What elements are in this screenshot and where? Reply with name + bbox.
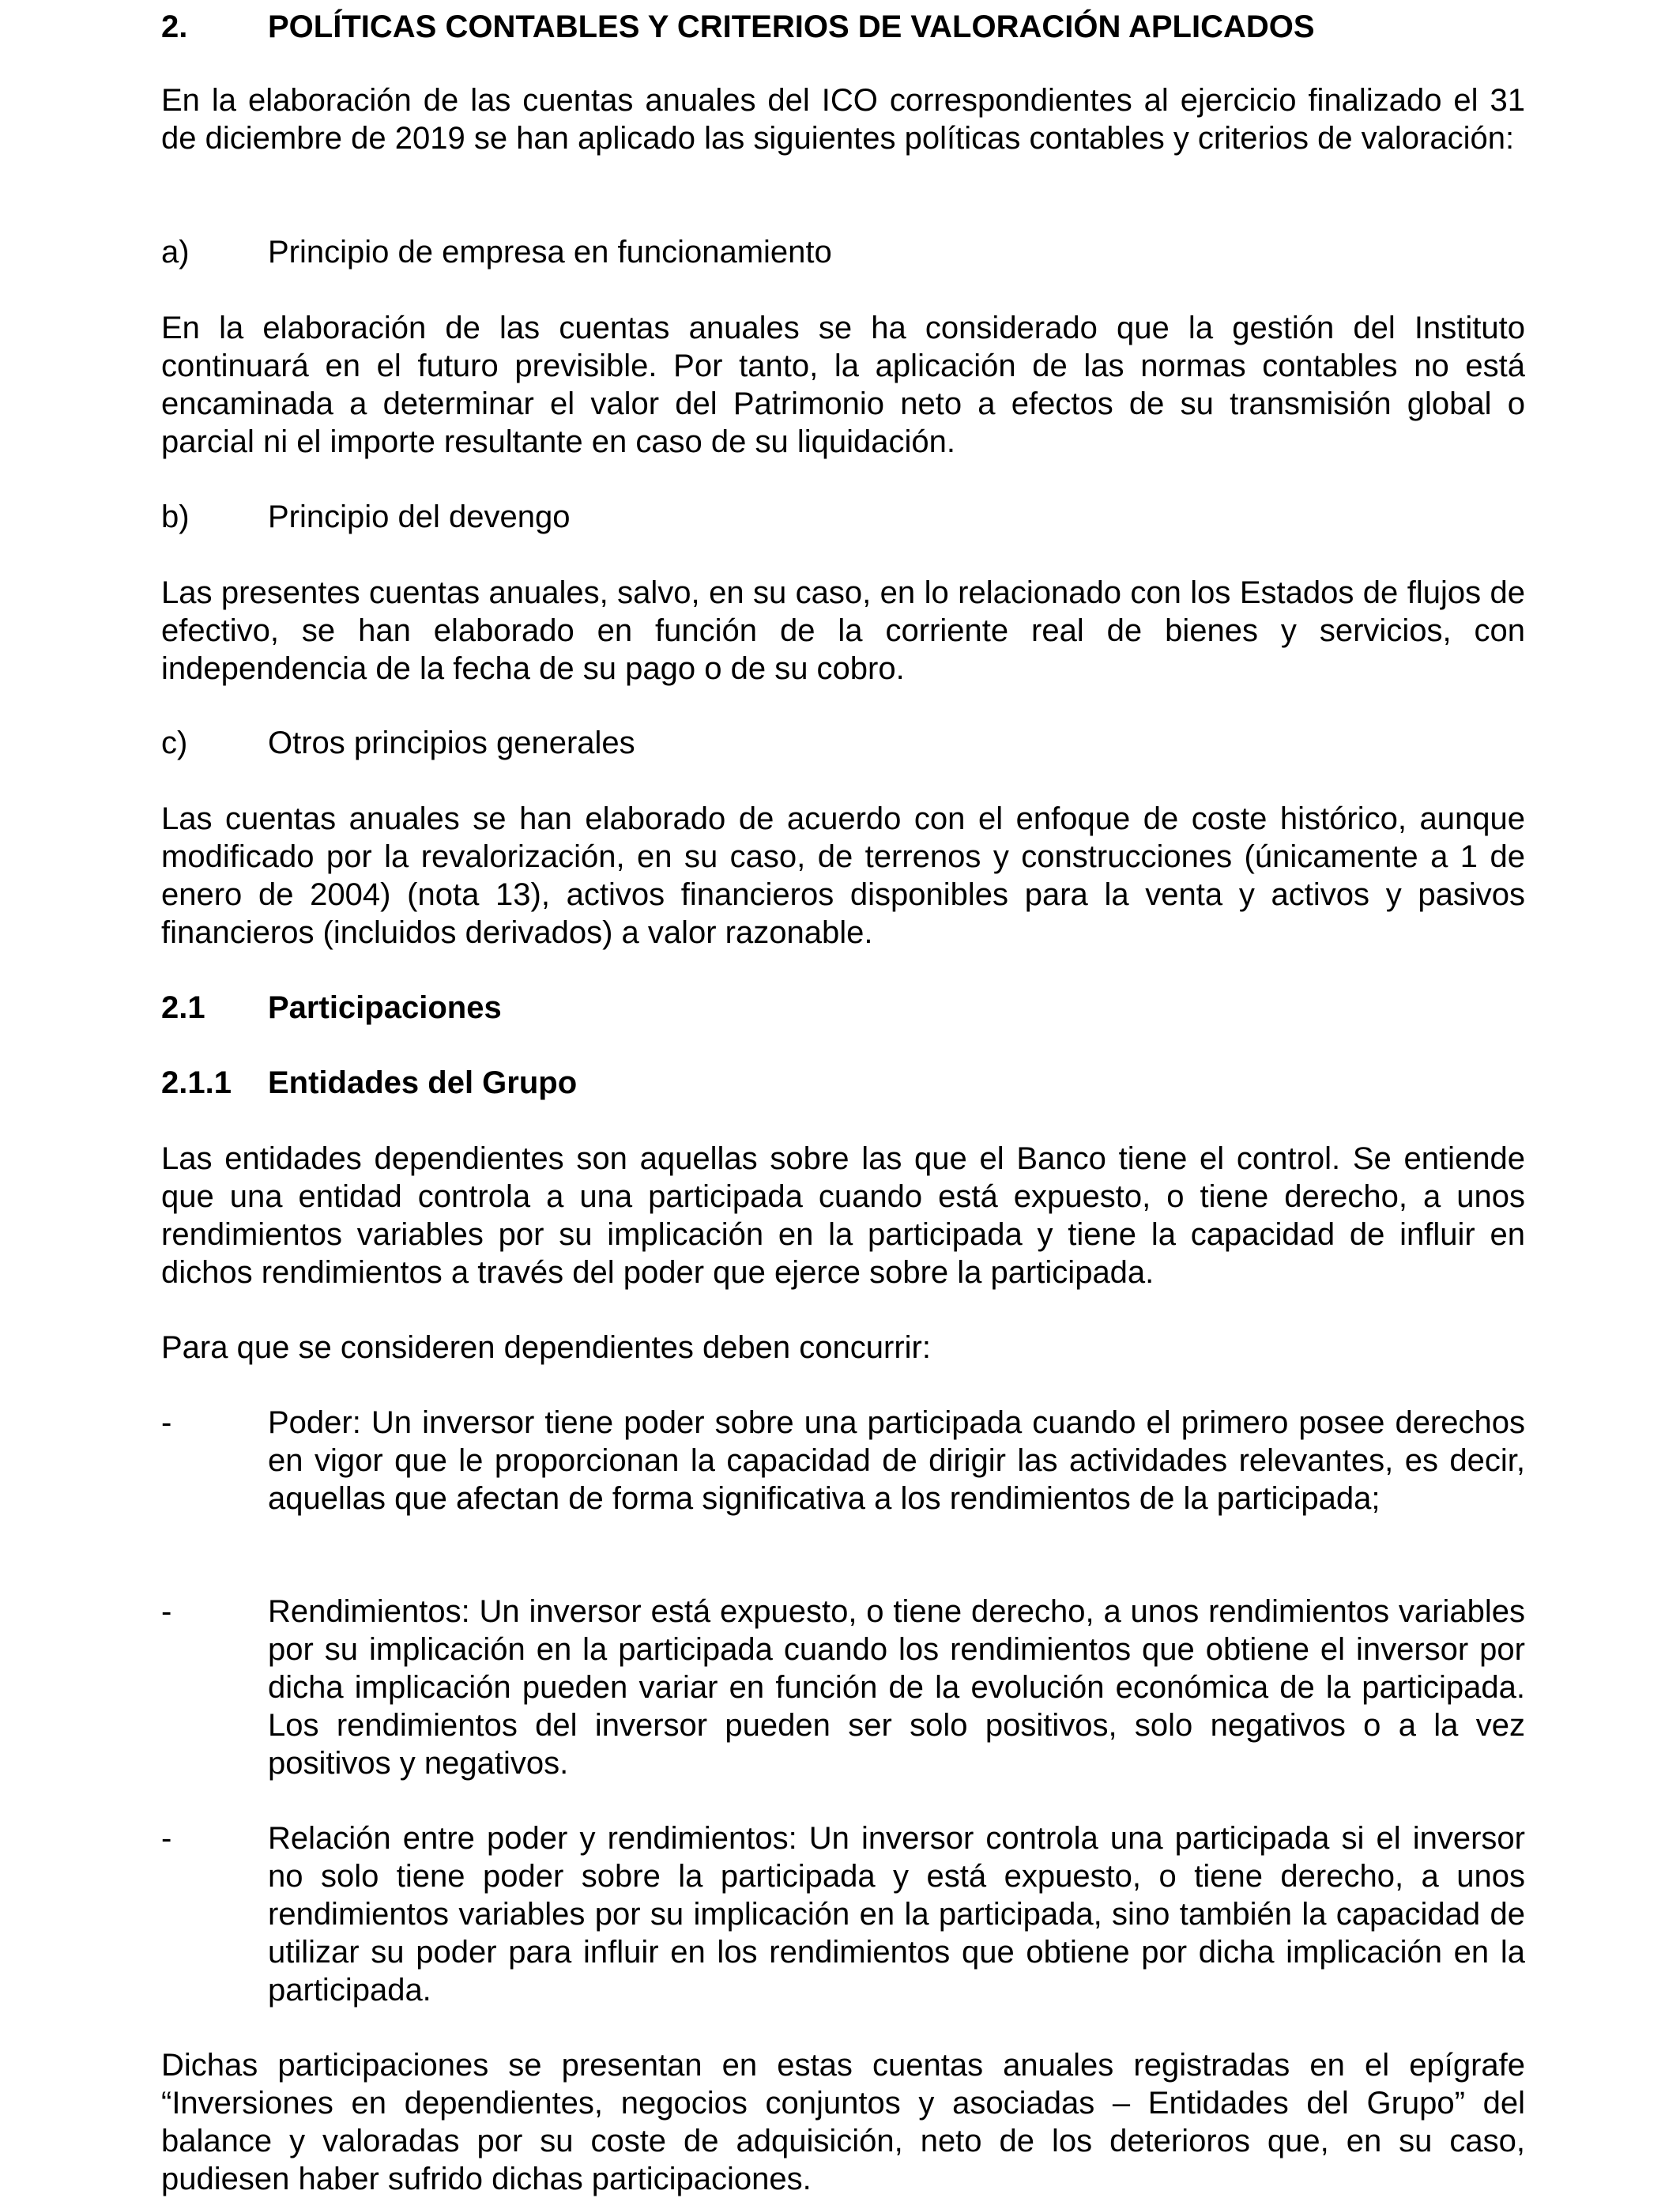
section-number: 2.1.1 (161, 1065, 232, 1100)
section-title: Participaciones (268, 990, 502, 1025)
bullet-dash: - (161, 1405, 172, 1440)
section-number: 2. (161, 9, 188, 44)
concurrir-paragraph: Para que se consideren dependientes deben concurrir: (161, 1330, 931, 1365)
section-title: POLÍTICAS CONTABLES Y CRITERIOS DE VALORACIÓN APLICADOS (268, 9, 1315, 44)
item-b-body: Las presentes cuentas anuales, salvo, en su caso, en lo relacionado con los Estados de flujos de efectivo, se han elaborado en función de la corriente real de bienes y servicios, con independencia de la fecha de su pago o de su cobro. (161, 575, 1525, 686)
list-item (161, 1593, 1525, 1782)
dependientes-paragraph: Las entidades dependientes son aquellas sobre las que el Banco tiene el control. Se entiende que una entidad controla a una participada cuando está expuesto, o tiene derecho, a unos rendimientos variables por su implicación en la participada y tiene la capacidad de influir en dichos rendimientos a través del poder que ejerce sobre la participada. (161, 1141, 1525, 1290)
final-paragraph: Dichas participaciones se presentan en estas cuentas anuales registradas en el epígrafe “Inversiones en dependientes, negocios conjuntos y asociadas – Entidades del Grupo” del balance y valoradas por su coste de adquisición, neto de los deterioros que, en su caso, pudiesen haber sufrido dichas participaciones. (161, 2048, 1525, 2196)
intro-paragraph: En la elaboración de las cuentas anuales del ICO correspondientes al ejercicio finalizado el 31 de diciembre de 2019 se han aplicado las siguientes políticas contables y criterios de valoración: (161, 83, 1525, 156)
item-c-body: Las cuentas anuales se han elaborado de acuerdo con el enfoque de coste histórico, aunque modificado por la revalorización, en su caso, de terrenos y construcciones (únicamente a 1 de enero de 2004) (nota 13), activos financieros disponibles para la venta y activos y pasivos financieros (incluidos derivados) a valor razonable. (161, 801, 1525, 950)
item-b-letter: b) (161, 500, 190, 534)
bullet-dash: - (161, 1821, 172, 1856)
item-a-letter: a) (161, 235, 190, 270)
item-a-title: Principio de empresa en funcionamiento (268, 235, 832, 270)
bullet-text: Relación entre poder y rendimientos: Un inversor controla una participada si el inversor no solo tiene poder sobre la participada y está expuesto, o tiene derecho, a unos rendimientos variables por su implicación en la participada, sino también la capacidad de utilizar su poder para influir en los rendimientos que obtiene por dicha implicación en la participada. (268, 1821, 1525, 2008)
item-a-body: En la elaboración de las cuentas anuales se ha considerado que la gestión del Instituto continuará en el futuro previsible. Por tanto, la aplicación de las normas contables no está encaminada a determinar el valor del Patrimonio neto a efectos de su transmisión global o parcial ni el importe resultante en caso de su liquidación. (161, 311, 1525, 459)
list-item (161, 1404, 1525, 1517)
bullet-text: Poder: Un inversor tiene poder sobre una participada cuando el primero posee derechos en vigor que le proporcionan la capacidad de dirigir las actividades relevantes, es decir, aquellas que afectan de forma significativa a los rendimientos de la participada; (268, 1405, 1525, 1516)
item-b-title: Principio del devengo (268, 500, 571, 534)
bullet-text: Rendimientos: Un inversor está expuesto, o tiene derecho, a unos rendimientos variables por su implicación en la participada cuando los rendimientos que obtiene el inversor por dicha implicación pueden variar en función de la evolución económica de la participada. Los rendimientos del inversor pueden ser solo positivos, solo negativos o a la vez positivos y negativos. (268, 1594, 1525, 1781)
bullet-dash: - (161, 1594, 172, 1629)
item-c-letter: c) (161, 726, 188, 760)
list-item (161, 1819, 1525, 2009)
item-c-title: Otros principios generales (268, 726, 635, 760)
section-number: 2.1 (161, 990, 205, 1025)
section-title: Entidades del Grupo (268, 1065, 578, 1100)
